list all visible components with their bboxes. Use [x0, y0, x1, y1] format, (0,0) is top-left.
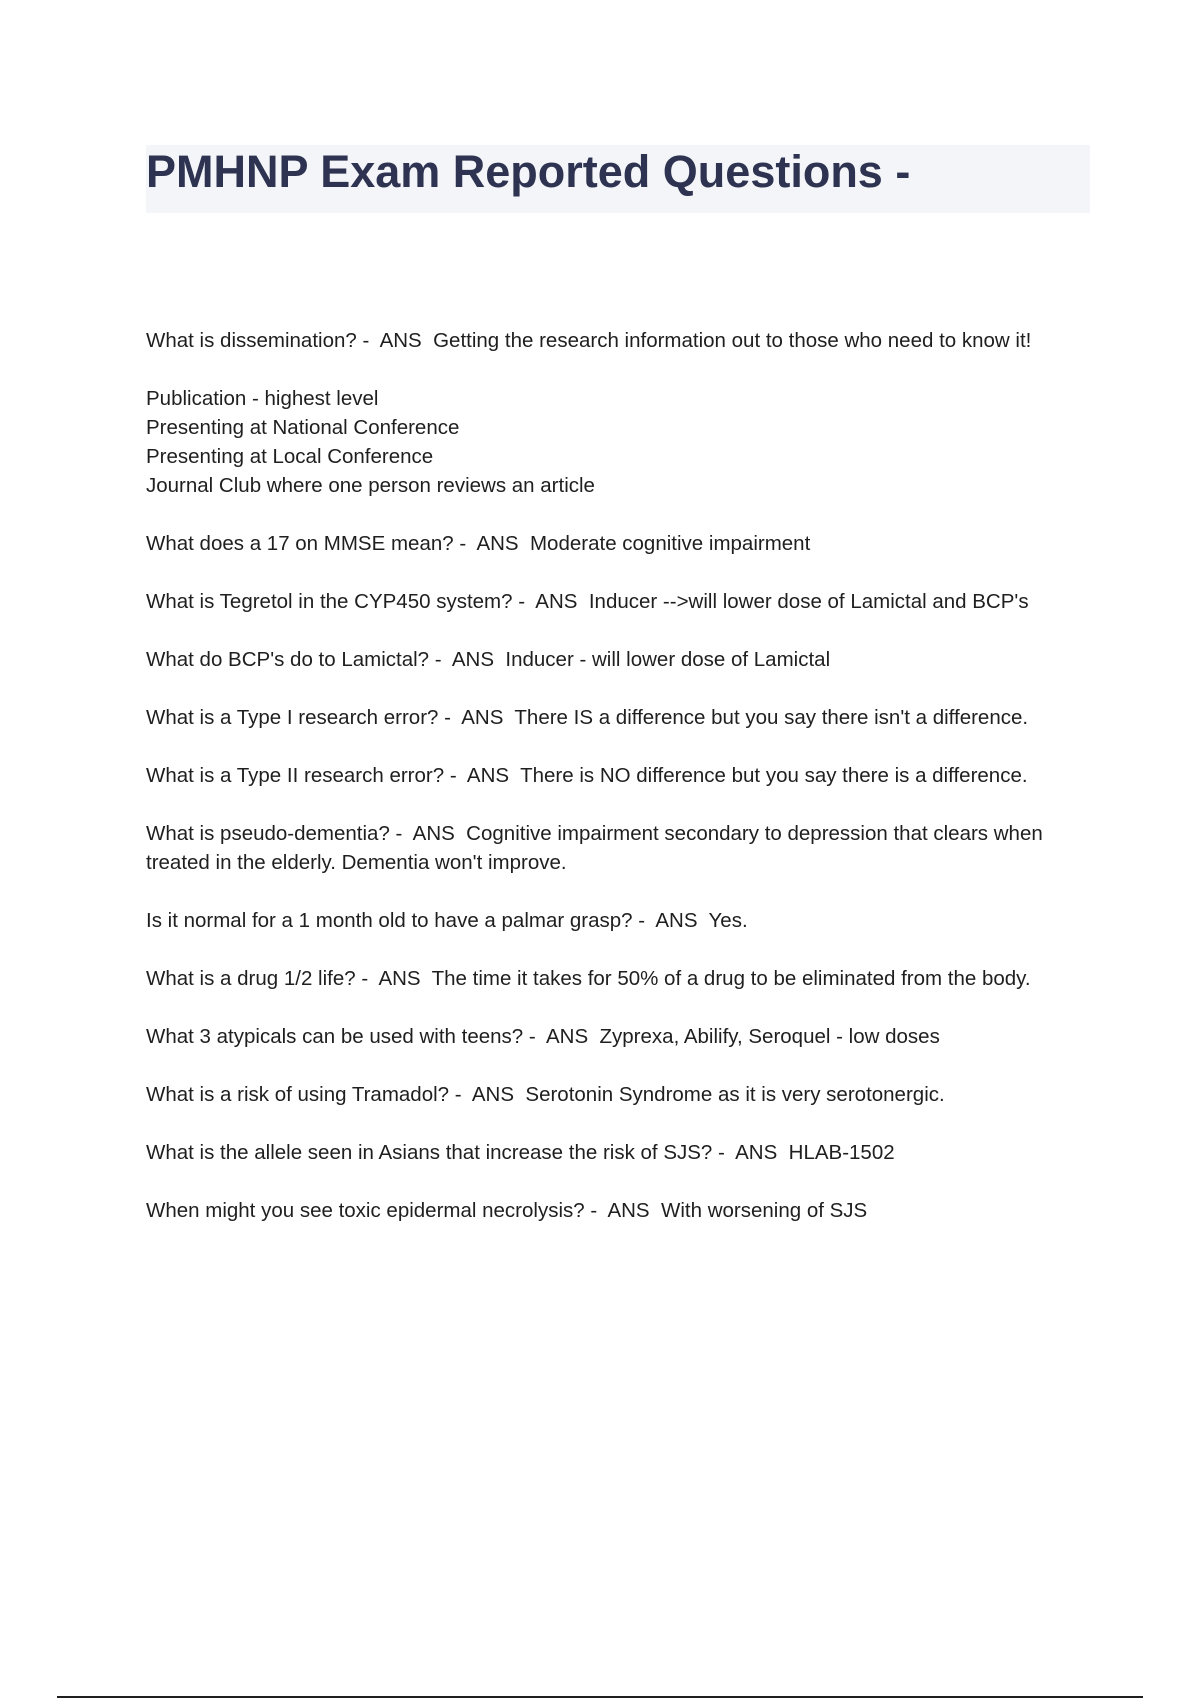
- qa-item-type-i-error: What is a Type I research error? - ANS There IS a difference but you say there isn't a difference.: [146, 706, 1029, 729]
- qa-item-bcp-lamictal: What do BCP's do to Lamictal? - ANS Inducer - will lower dose of Lamictal: [146, 648, 831, 671]
- qa-item-atypicals-teens: What 3 atypicals can be used with teens? - ANS Zyprexa, Abilify, Seroquel - low doses: [146, 1025, 940, 1048]
- document-body: [146, 326, 1096, 1254]
- qa-item-tramadol: What is a risk of using Tramadol? - ANS Serotonin Syndrome as it is very serotonergic.: [146, 1083, 945, 1106]
- qa-item-dissemination: What is dissemination? - ANS Getting the research information out to those who need to know it!: [146, 329, 1032, 352]
- qa-item-type-ii-error: What is a Type II research error? - ANS There is NO difference but you say there is a difference.: [146, 764, 1028, 787]
- list-item: Presenting at National Conference: [146, 416, 460, 439]
- qa-item-sjs-allele: What is the allele seen in Asians that increase the risk of SJS? - ANS HLAB-1502: [146, 1141, 895, 1164]
- qa-item-pseudo-dementia: What is pseudo-dementia? - ANS Cognitive impairment secondary to depression that clears when treated in the elderly. Dementia won't improve.: [146, 822, 1049, 874]
- qa-item-half-life: What is a drug 1/2 life? - ANS The time it takes for 50% of a drug to be eliminated from the body.: [146, 967, 1031, 990]
- list-item: Journal Club where one person reviews an article: [146, 474, 595, 497]
- dissemination-levels-list: [146, 384, 1096, 500]
- qa-item-ten: When might you see toxic epidermal necrolysis? - ANS With worsening of SJS: [146, 1199, 868, 1222]
- page-title: PMHNP Exam Reported Questions -: [146, 146, 911, 197]
- footer-divider: [57, 1696, 1143, 1698]
- qa-item-mmse: What does a 17 on MMSE mean? - ANS Moderate cognitive impairment: [146, 532, 811, 555]
- qa-item-palmar-grasp: Is it normal for a 1 month old to have a palmar grasp? - ANS Yes.: [146, 909, 748, 932]
- qa-item-tegretol: What is Tegretol in the CYP450 system? - ANS Inducer -->will lower dose of Lamictal and BCP's: [146, 590, 1029, 613]
- list-item: Publication - highest level: [146, 387, 379, 410]
- list-item: Presenting at Local Conference: [146, 445, 434, 468]
